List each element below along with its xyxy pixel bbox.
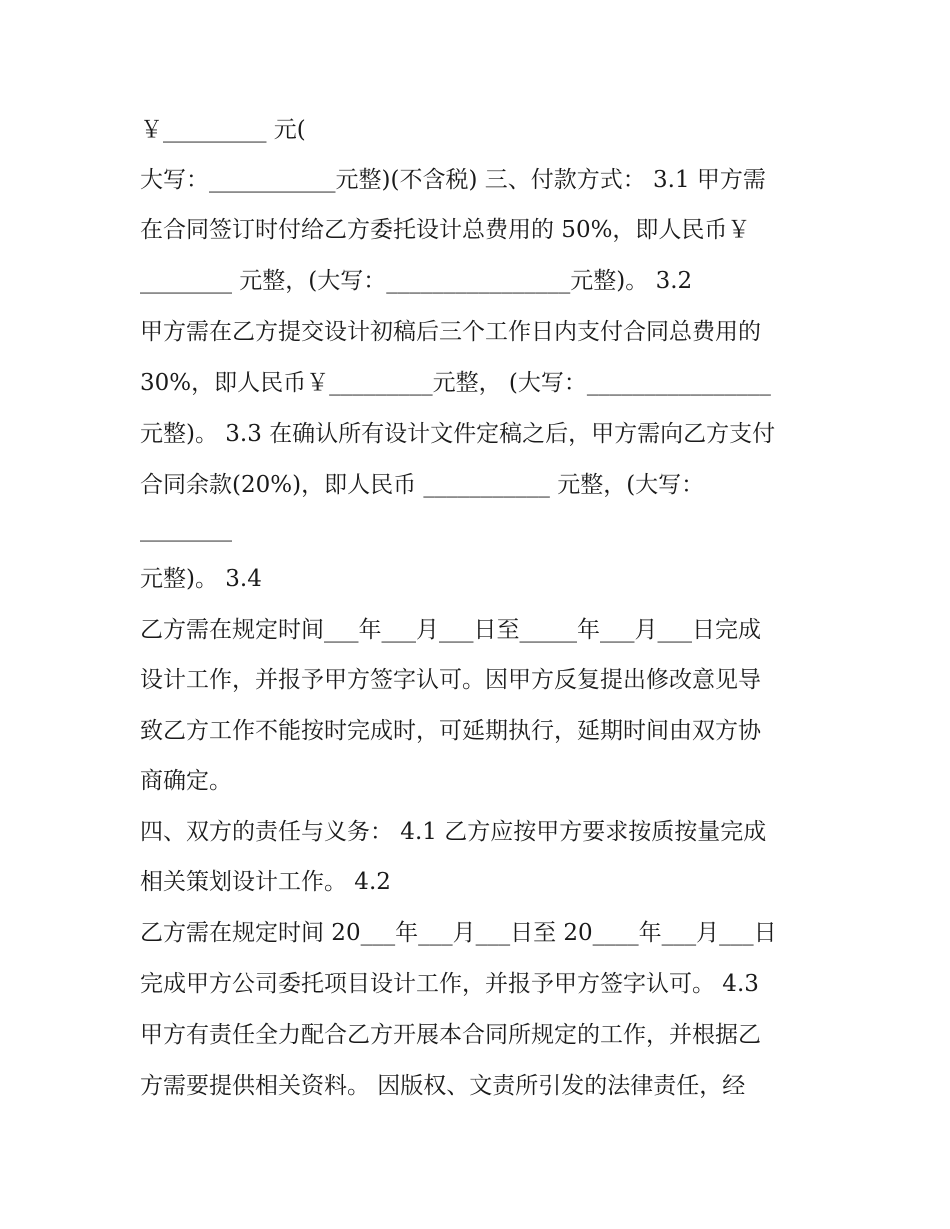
text-line-19: 甲方有责任全力配合乙方开展本合同所规定的工作，并根据乙 <box>140 1022 761 1048</box>
text-line-10: 元整)。 3.4 <box>140 566 262 592</box>
text-line-15: 四、双方的责任与义务： 4.1 乙方应按甲方要求按质按量完成 <box>140 819 767 845</box>
text-line-2: 大写：___________元整)(不含税) 三、付款方式： 3.1 甲方需 <box>140 167 766 193</box>
text-line-8: 合同余款(20%)，即人民币 ___________ 元整，(大写： <box>140 472 705 498</box>
text-line-5: 甲方需在乙方提交设计初稿后三个工作日内支付合同总费用的 <box>140 319 761 345</box>
text-line-17: 乙方需在规定时间 20___年___月___日至 20____年___月___日 <box>140 920 777 946</box>
text-line-4: ________ 元整，(大写：________________元整)。 3.2 <box>140 268 693 294</box>
text-line-20: 方需要提供相关资料。 因版权、文责所引发的法律责任，经 <box>140 1073 746 1099</box>
text-line-7: 元整)。 3.3 在确认所有设计文件定稿之后，甲方需向乙方支付 <box>140 421 776 447</box>
text-line-18: 完成甲方公司委托项目设计工作，并报予甲方签字认可。 4.3 <box>140 971 759 997</box>
text-line-12: 设计工作，并报予甲方签字认可。因甲方反复提出修改意见导 <box>140 667 761 693</box>
text-line-16: 相关策划设计工作。 4.2 <box>140 869 391 895</box>
text-line-14: 商确定。 <box>140 768 232 794</box>
text-line-6: 30%，即人民币￥_________元整， (大写：________________ <box>140 370 771 396</box>
text-line-9: ________ <box>140 516 232 542</box>
text-line-13: 致乙方工作不能按时完成时，可延期执行，延期时间由双方协 <box>140 718 761 744</box>
text-line-1: ￥_________ 元( <box>140 117 306 143</box>
text-line-11: 乙方需在规定时间___年___月___日至_____年___月___日完成 <box>140 617 761 643</box>
text-line-3: 在合同签订时付给乙方委托设计总费用的 50%，即人民币￥ <box>140 217 751 243</box>
